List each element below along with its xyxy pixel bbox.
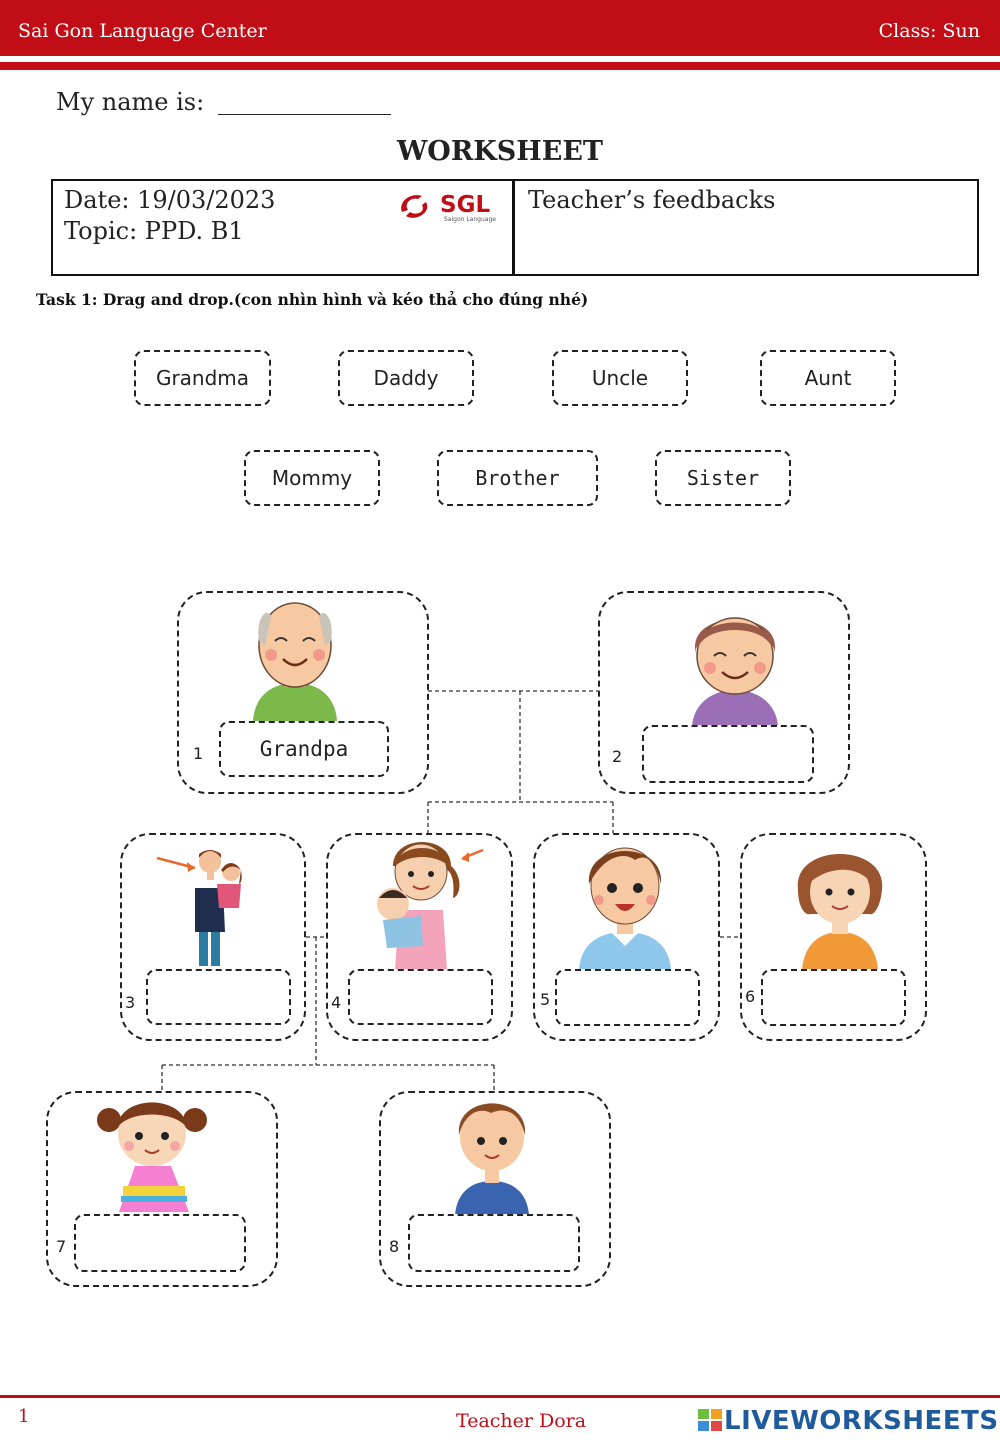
liveworksheets-logo[interactable]: [698, 1406, 999, 1436]
liveworksheets-blocks-icon: [698, 1409, 724, 1433]
name-label: My name is:: [56, 88, 205, 116]
word-daddy[interactable]: Daddy: [338, 350, 474, 406]
aunt-icon: [790, 836, 890, 970]
card-number: 1: [193, 744, 204, 763]
girl-icon: [95, 1092, 210, 1212]
page-title: WORKSHEET: [396, 136, 603, 167]
word-grandma[interactable]: Grandma: [134, 350, 271, 406]
card-number: 4: [331, 993, 342, 1012]
answer-slot-3[interactable]: [146, 969, 291, 1025]
mom-with-baby-icon: [365, 836, 485, 970]
word-mommy[interactable]: Mommy: [244, 450, 380, 506]
logo-subtext: Saigon Language: [444, 216, 496, 223]
card-number: 5: [540, 990, 551, 1009]
answer-slot-4[interactable]: [348, 969, 493, 1025]
grandma-icon: [680, 598, 790, 726]
card-number: 7: [56, 1237, 67, 1256]
task-instruction: Task 1: Drag and drop.(con nhìn hình và kéo thả cho đúng nhé): [36, 290, 589, 309]
card-number: 8: [389, 1237, 400, 1256]
brand-text: LIVEWORKSHEETS: [724, 1406, 999, 1436]
word-aunt[interactable]: Aunt: [760, 350, 896, 406]
center-name: Sai Gon Language Center: [18, 20, 267, 42]
page-number: 1: [18, 1406, 30, 1427]
answer-slot-1[interactable]: Grandpa: [219, 721, 389, 777]
word-uncle[interactable]: Uncle: [552, 350, 688, 406]
word-sister[interactable]: Sister: [655, 450, 791, 506]
feedback-label: Teacher’s feedbacks: [528, 186, 776, 214]
footer-divider: [0, 1395, 1000, 1398]
answer-slot-8[interactable]: [408, 1214, 580, 1272]
boy-icon: [447, 1089, 537, 1215]
topic-text: Topic: PPD. B1: [64, 217, 244, 245]
answer-slot-5[interactable]: [555, 969, 700, 1026]
class-label: Class: Sun: [878, 20, 980, 42]
dad-with-child-icon: [155, 842, 250, 970]
word-brother[interactable]: Brother: [437, 450, 598, 506]
card-number: 6: [745, 987, 756, 1006]
logo-text: SGL: [440, 192, 491, 218]
answer-slot-7[interactable]: [74, 1214, 246, 1272]
answer-slot-6[interactable]: [761, 969, 906, 1026]
date-text: Date: 19/03/2023: [64, 186, 276, 214]
grandpa-icon: [245, 595, 345, 721]
answer-slot-2[interactable]: [642, 725, 814, 783]
card-number: 3: [125, 993, 136, 1012]
teacher-name: Teacher Dora: [456, 1410, 587, 1432]
card-number: 2: [612, 747, 623, 766]
uncle-icon: [575, 834, 675, 970]
